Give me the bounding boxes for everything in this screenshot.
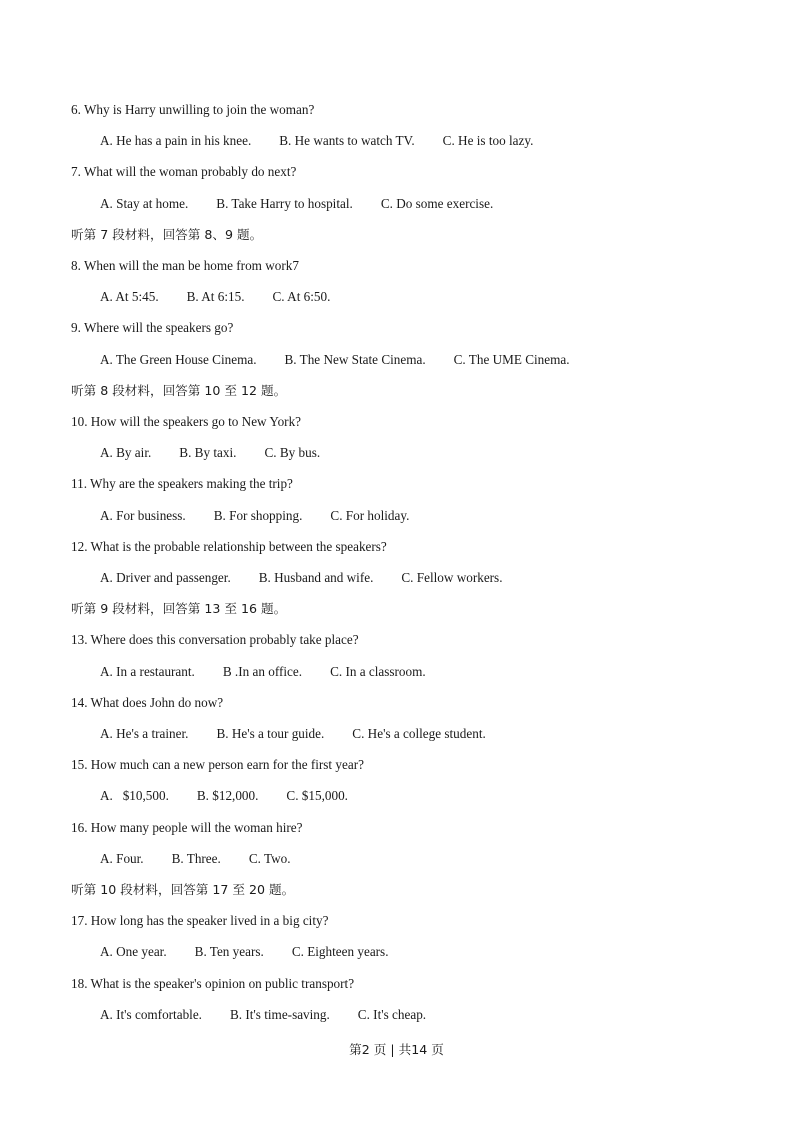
answer-option: A. It's comfortable. <box>100 1006 202 1022</box>
answer-option: C. Eighteen years. <box>291 944 389 960</box>
answer-option: B. He wants to watch TV. <box>279 133 415 149</box>
answer-options <box>100 570 503 586</box>
answer-option: B. It's time-saving. <box>229 1006 330 1022</box>
section-heading: 听第 7 段材料，回答第 8、9 题。 <box>71 226 263 242</box>
answer-options <box>100 133 533 149</box>
answer-option: A. He's a trainer. <box>100 726 189 741</box>
answer-options <box>100 445 320 461</box>
answer-option: B .In an office. <box>222 663 303 679</box>
answer-options <box>100 508 409 524</box>
answer-option: C. He's a college student. <box>352 726 486 741</box>
answer-option: B. Three. <box>171 850 221 866</box>
question-text: 8. When will the man be home from work7 <box>71 258 299 273</box>
question-text: 6. Why is Harry unwilling to join the woman? <box>71 102 315 117</box>
answer-option: C. At 6:50. <box>272 289 331 305</box>
answer-option: B. He's a tour guide. <box>216 726 325 741</box>
answer-option: B. Take Harry to hospital. <box>216 195 353 211</box>
question-text: 13. Where does this conversation probably take place? <box>71 632 359 648</box>
answer-option: A. Stay at home. <box>100 195 189 211</box>
answer-option: B. For shopping. <box>213 507 303 523</box>
question-text: 14. What does John do now? <box>71 694 224 710</box>
question-text: 17. How long has the speaker lived in a big city? <box>71 913 329 929</box>
answer-option: C. In a classroom. <box>330 663 426 679</box>
answer-option: A. The Green House Cinema. <box>100 351 257 367</box>
answer-option: A. At 5:45. <box>100 289 159 305</box>
question-text: 18. What is the speaker's opinion on public transport? <box>71 975 355 991</box>
section-heading: 听第 10 段材料，回答第 17 至 20 题。 <box>71 882 295 897</box>
answer-option: B. $12,000. <box>196 788 259 804</box>
question-text: 11. Why are the speakers making the trip? <box>71 476 293 492</box>
answer-option: C. The UME Cinema. <box>453 351 570 367</box>
answer-options <box>100 726 486 742</box>
answer-options <box>100 944 389 960</box>
answer-option: A. Driver and passenger. <box>100 570 231 585</box>
answer-option: B. Husband and wife. <box>258 570 374 585</box>
answer-option: C. Two. <box>248 850 291 866</box>
answer-options <box>100 352 570 368</box>
question-text: 9. Where will the speakers go? <box>71 320 234 336</box>
answer-options <box>100 851 291 867</box>
answer-option: C. $15,000. <box>286 788 348 804</box>
answer-option: C. By bus. <box>264 445 321 461</box>
section-heading: 听第 9 段材料，回答第 13 至 16 题。 <box>71 601 287 617</box>
answer-option: A. In a restaurant. <box>100 663 195 679</box>
answer-option: A. He has a pain in his knee. <box>100 133 252 149</box>
answer-option: C. It's cheap. <box>357 1006 427 1022</box>
answer-options <box>100 289 330 305</box>
answer-options <box>100 664 426 680</box>
question-text: 12. What is the probable relationship between the speakers? <box>71 538 387 554</box>
answer-option: B. Ten years. <box>194 944 264 960</box>
answer-option: C. He is too lazy. <box>442 133 534 149</box>
question-text: 16. How many people will the woman hire? <box>71 819 303 835</box>
answer-option: B. The New State Cinema. <box>284 351 426 367</box>
answer-option: A. For business. <box>100 507 186 523</box>
answer-option: B. By taxi. <box>179 445 237 461</box>
answer-option: C. Fellow workers. <box>401 570 503 585</box>
question-text: 7. What will the woman probably do next? <box>71 164 297 180</box>
answer-options <box>100 196 493 212</box>
question-text: 10. How will the speakers go to New York? <box>71 414 302 429</box>
answer-option: A. One year. <box>100 944 167 960</box>
answer-option: B. At 6:15. <box>186 289 245 305</box>
section-heading: 听第 8 段材料，回答第 10 至 12 题。 <box>71 382 287 398</box>
answer-option: C. For holiday. <box>330 507 410 523</box>
answer-option: A. Four. <box>100 850 144 866</box>
answer-option: A. $10,500. <box>100 788 169 804</box>
answer-options <box>100 788 348 804</box>
page-footer: 第2 页 | 共14 页 <box>349 1042 444 1057</box>
answer-option: A. By air. <box>100 445 152 461</box>
answer-option: C. Do some exercise. <box>380 195 494 211</box>
answer-options <box>100 1007 426 1023</box>
question-text: 15. How much can a new person earn for the first year? <box>71 757 364 773</box>
